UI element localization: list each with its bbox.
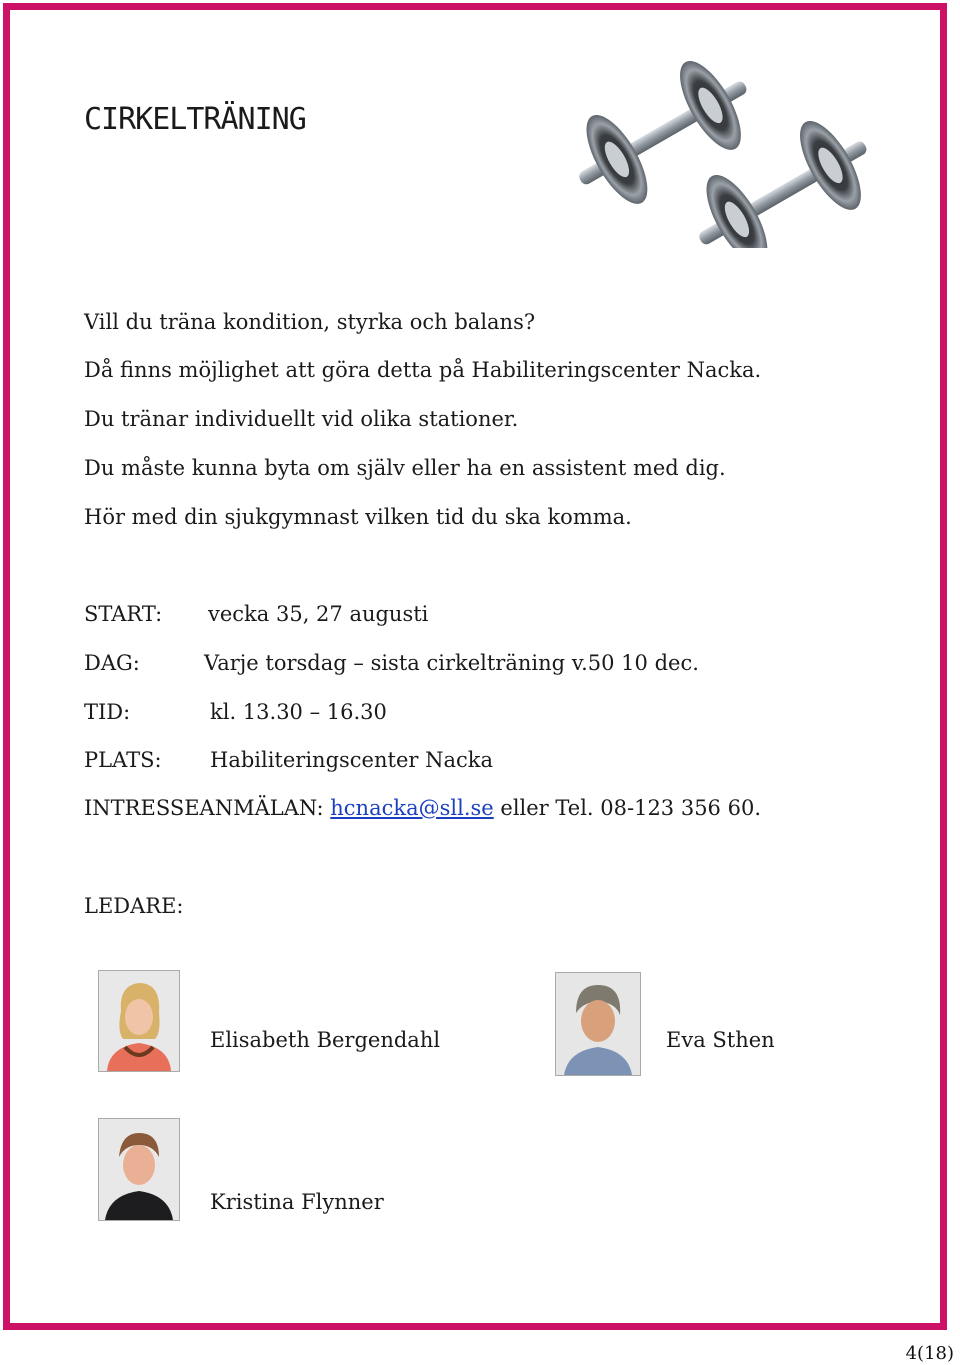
registration-line <box>84 794 761 822</box>
tid-value: kl. 13.30 – 16.30 <box>210 700 387 724</box>
email-link[interactable]: hcnacka@sll.se <box>330 796 494 820</box>
leader-name: Elisabeth Bergendahl <box>210 1028 441 1052</box>
dag-value: Varje torsdag – sista cirkelträning v.50 10 dec. <box>204 651 699 675</box>
registration-label: INTRESSEANMÄLAN: <box>84 796 324 820</box>
tid-label: TID: <box>84 700 131 724</box>
leader-photo <box>98 970 180 1072</box>
phone-text: eller Tel. 08-123 356 60. <box>500 796 761 820</box>
plats-label: PLATS: <box>84 748 162 772</box>
page-number: 4(18) <box>905 1343 954 1364</box>
plats-value: Habiliteringscenter Nacka <box>210 748 493 772</box>
intro-line: Du måste kunna byta om själv eller ha en assistent med dig. <box>84 456 726 480</box>
leader-name: Kristina Flynner <box>210 1190 384 1214</box>
dumbbells-image <box>560 48 880 248</box>
leaders-heading: LEDARE: <box>84 894 184 918</box>
leader-photo <box>555 972 641 1076</box>
start-label: START: <box>84 602 163 626</box>
intro-line: Du tränar individuellt vid olika stationer. <box>84 407 519 431</box>
intro-line: Då finns möjlighet att göra detta på Habiliteringscenter Nacka. <box>84 358 762 382</box>
leader-name: Eva Sthen <box>666 1028 775 1052</box>
dag-label: DAG: <box>84 651 140 675</box>
start-value: vecka 35, 27 augusti <box>208 602 429 626</box>
intro-line: Vill du träna kondition, styrka och balans? <box>84 310 536 334</box>
intro-line: Hör med din sjukgymnast vilken tid du ska komma. <box>84 505 632 529</box>
leader-photo <box>98 1118 180 1221</box>
page-title: CIRKELTRÄNING <box>84 102 306 137</box>
